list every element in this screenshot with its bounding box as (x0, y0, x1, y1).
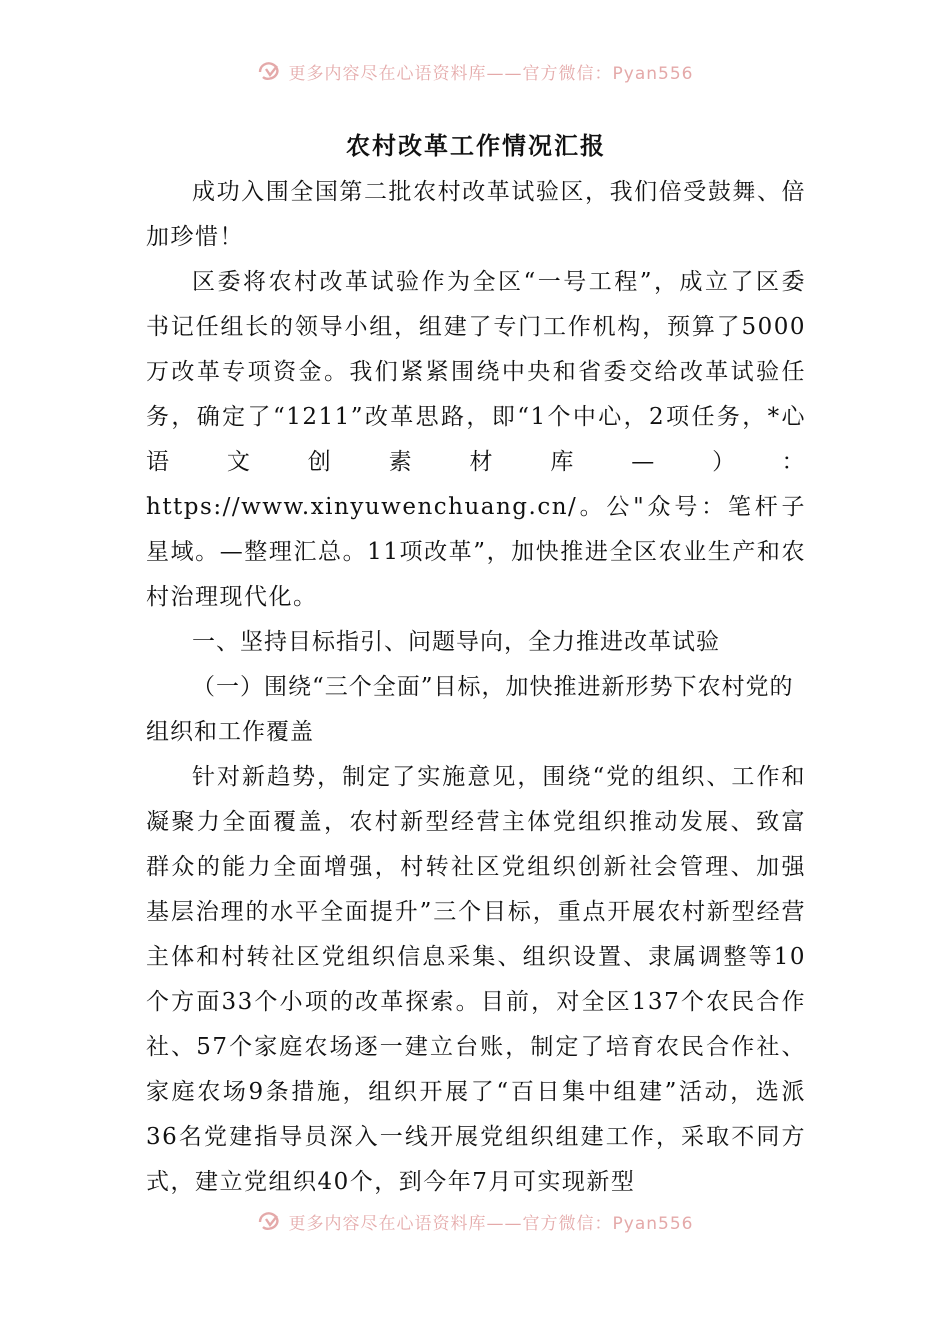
paragraph-1: 成功入围全国第二批农村改革试验区，我们倍受鼓舞、倍加珍惜！ (146, 179, 806, 250)
paragraph-3: 针对新趋势，制定了实施意见，围绕“党的组织、工作和凝聚力全面覆盖，农村新型经营主体党组织推动发展、致富群众的能力全面增强，村转社区党组织创新社会管理、加强基层治理的水平全面提升”三个目标，重点开展农村新型经营主体和村转社区党组织信息采集、组织设置、隶属调整等10个方面33个小项的改革探索。目前，对全区137个农民合作社、57个家庭农场逐一建立台账，制定了培育农民合作社、家庭农场9条措施，组织开展了“百日集中组建”活动，选派36名党建指导员深入一线开展党组织组建工作，采取不同方式，建立党组织40个，到今年7月可实现新型 (146, 764, 806, 1195)
subsection-heading-1: （一）围绕“三个全面”目标，加快推进新形势下农村党的组织和工作覆盖 (146, 674, 794, 745)
watermark-text: 更多内容尽在心语资料库——官方微信：Pyan556 (288, 63, 694, 84)
section-heading-1: 一、坚持目标指引、问题导向，全力推进改革试验 (192, 629, 720, 655)
watermark-text: 更多内容尽在心语资料库——官方微信：Pyan556 (288, 1213, 694, 1234)
logo-icon (257, 60, 283, 82)
logo-icon (257, 1210, 283, 1232)
document-body (146, 124, 806, 1205)
watermark-header (0, 56, 950, 86)
watermark-footer (0, 1206, 950, 1236)
document-title: 农村改革工作情况汇报 (346, 131, 606, 160)
paragraph-2: 区委将农村改革试验作为全区“一号工程”，成立了区委书记任组长的领导小组，组建了专门工作机构，预算了5000万改革专项资金。我们紧紧围绕中央和省委交给改革试验任务，确定了“1211”改革思路，即“1个中心，2项任务，*心语文创素材库—）：https://www.xinyuwenchuang.cn/。公"众号：笔杆子星域。—整理汇总。11项改革”，加快推进全区农业生产和农村治理现代化。 (146, 269, 806, 610)
